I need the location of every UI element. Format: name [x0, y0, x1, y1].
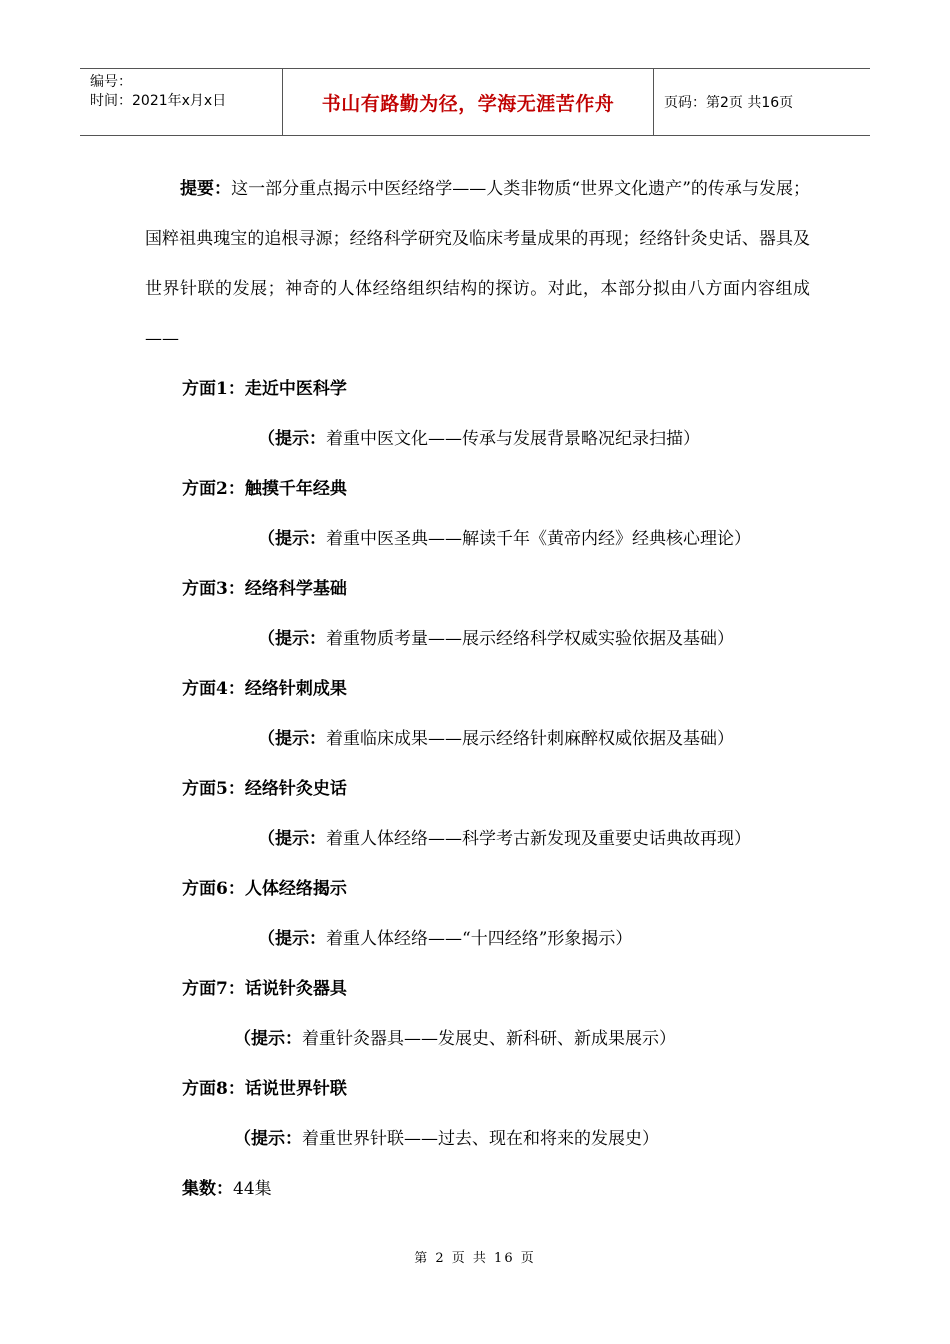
aspect-8-hint [145, 1114, 810, 1164]
summary-label: 提要： [180, 179, 232, 199]
episode-count [145, 1164, 810, 1214]
aspect-4-title: 方面4：经络针刺成果 [182, 679, 347, 699]
hint-text: 着重世界针联——过去、现在和将来的发展史） [302, 1129, 659, 1149]
aspect-4-hint [145, 714, 810, 764]
hint-text: 着重临床成果——展示经络针刺麻醉权威依据及基础） [326, 729, 734, 749]
hint-label: （提示： [258, 729, 326, 749]
aspect-2-title: 方面2：触摸千年经典 [182, 479, 347, 499]
aspect-6-hint [145, 914, 810, 964]
hint-text: 着重人体经络——科学考古新发现及重要史话典故再现） [326, 829, 751, 849]
aspect-6-title: 方面6：人体经络揭示 [182, 879, 347, 899]
hint-label: （提示： [258, 929, 326, 949]
hint-text: 着重针灸器具——发展史、新科研、新成果展示） [302, 1029, 676, 1049]
hint-label: （提示： [234, 1129, 302, 1149]
aspect-2-hint [145, 514, 810, 564]
hint-label: （提示： [258, 429, 326, 449]
aspect-1-title: 方面1：走近中医科学 [182, 379, 347, 399]
hint-label: （提示： [258, 829, 326, 849]
hint-text: 着重中医文化——传承与发展背景略况纪录扫描） [326, 429, 700, 449]
page-footer: 第 2 页 共 16 页 [414, 1251, 536, 1266]
header-motto: 书山有路勤为径，学海无涯苦作舟 [282, 69, 654, 135]
page-header [80, 68, 870, 136]
summary-text: 这一部分重点揭示中医经络学——人类非物质“世界文化遗产”的传承与发展；国粹祖典瑰宝的追根寻源；经络科学研究及临床考量成果的再现；经络针灸史话、器具及世界针联的发展；神奇的人体经络组织结构的探访。对此，本部分拟由八方面内容组成—— [145, 179, 811, 349]
time-label: 时间：2021年x月x日 [90, 93, 227, 109]
header-page-info: 页码：第2页 共16页 [664, 95, 794, 111]
aspect-7-hint [145, 1014, 810, 1064]
episode-label: 集数： [182, 1179, 233, 1199]
episode-value: 44集 [233, 1179, 272, 1199]
hint-label: （提示： [258, 529, 326, 549]
aspect-8-title: 方面8：话说世界针联 [182, 1079, 347, 1099]
hint-text: 着重中医圣典——解读千年《黄帝内经》经典核心理论） [326, 529, 751, 549]
hint-label: （提示： [234, 1029, 302, 1049]
aspect-3-title: 方面3：经络科学基础 [182, 579, 347, 599]
hint-text: 着重物质考量——展示经络科学权威实验依据及基础） [326, 629, 734, 649]
hint-label: （提示： [258, 629, 326, 649]
aspect-5-hint [145, 814, 810, 864]
document-body [145, 164, 810, 1214]
aspect-7-title: 方面7：话说针灸器具 [182, 979, 347, 999]
hint-text: 着重人体经络——“十四经络”形象揭示） [326, 929, 633, 949]
summary-paragraph [145, 164, 810, 364]
aspect-3-hint [145, 614, 810, 664]
header-meta [80, 69, 282, 135]
aspect-1-hint [145, 414, 810, 464]
number-label: 编号： [90, 74, 132, 90]
aspect-5-title: 方面5：经络针灸史话 [182, 779, 347, 799]
